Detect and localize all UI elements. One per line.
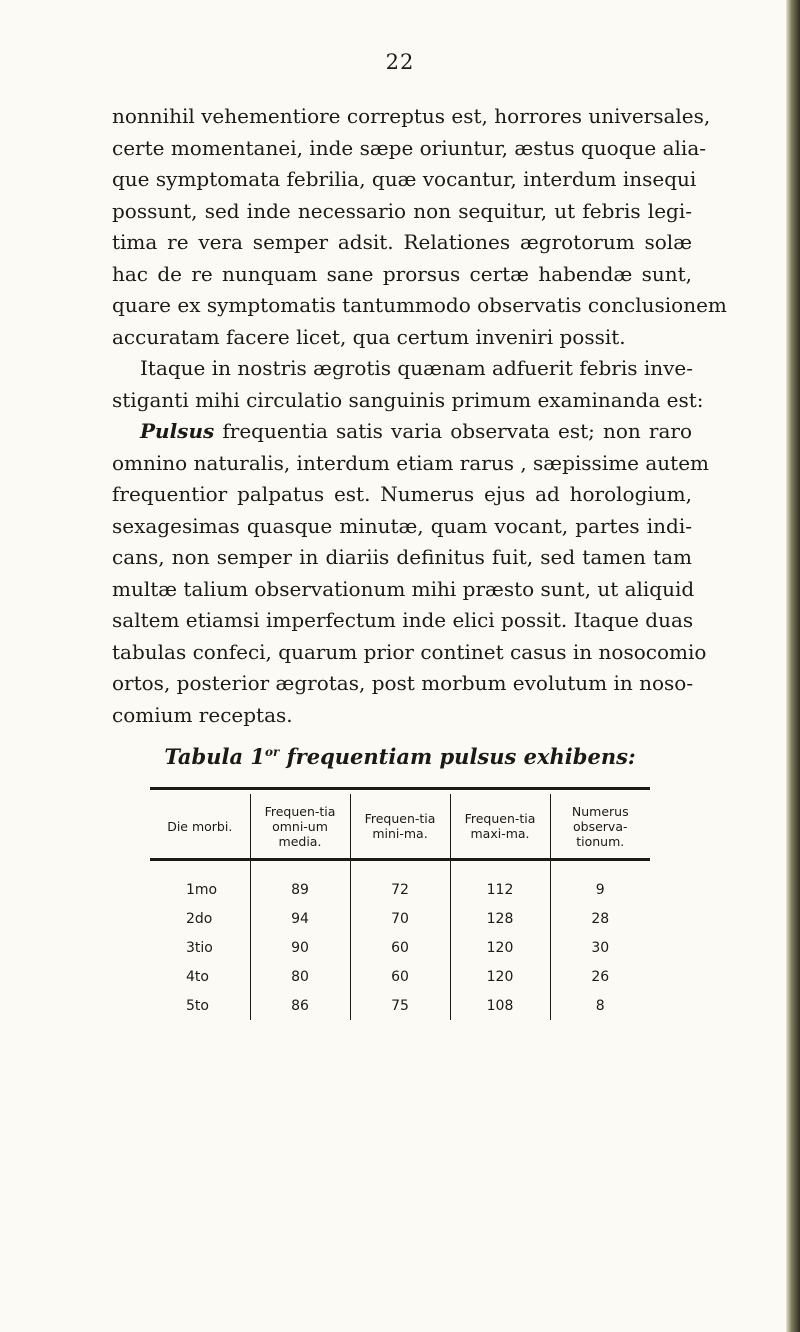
cell-day: 4to (186, 968, 209, 985)
table-row (150, 904, 650, 933)
body-text (112, 101, 727, 731)
cell-min: 70 (350, 904, 450, 933)
cell-count: 28 (550, 904, 650, 933)
cell-day: 1mo (186, 881, 218, 898)
cell-mean: 80 (250, 962, 350, 991)
cell-min: 72 (350, 860, 450, 905)
text-line (112, 416, 692, 448)
text-line: saltem etiamsi imperfectum inde elici possit. Itaque duas (112, 608, 694, 632)
header-mean-frequency: Frequen-tia omni-um media. (250, 794, 350, 860)
cell-day: 5to (186, 997, 209, 1014)
cell-count: 8 (550, 991, 650, 1020)
text-line: accuratam facere licet, qua certum inveniri possit. (112, 324, 626, 349)
text-line: que symptomata febrilia, quæ vocantur, interdum insequi (112, 167, 697, 191)
text-line: multæ talium observationum mihi præsto sunt, ut aliquid (112, 576, 695, 601)
cell-max: 108 (450, 991, 550, 1020)
cell-max: 112 (450, 860, 550, 905)
cell-count: 26 (550, 962, 650, 991)
table-title-post: frequentiam pulsus exhibens: (279, 744, 636, 769)
pulsus-line-rest: frequentia satis varia observata est; non raro (214, 419, 692, 443)
header-observation-count: Numerus observa-tionum. (550, 794, 650, 860)
table-title (0, 744, 800, 769)
text-line: ortos, posterior ægrotas, post morbum evolutum in noso- (112, 671, 694, 695)
text-line: hac de re nunquam sane prorsus certæ habendæ sunt, (112, 261, 692, 286)
table-row (150, 860, 650, 905)
pulsus-italic: Pulsus (140, 419, 215, 443)
pulse-table (150, 787, 650, 1020)
header-day: Die morbi. (150, 794, 250, 860)
cell-max: 128 (450, 904, 550, 933)
text-line: cans, non semper in diariis definitus fuit, sed tamen tam (112, 545, 692, 569)
cell-mean: 90 (250, 933, 350, 962)
cell-max: 120 (450, 962, 550, 991)
header-min-frequency: Frequen-tia mini-ma. (350, 794, 450, 860)
text-line: Itaque in nostris ægrotis quænam adfuerit febris inve- (140, 356, 694, 380)
text-line: sexagesimas quasque minutæ, quam vocant, partes indi- (112, 513, 692, 538)
cell-mean: 89 (250, 860, 350, 905)
table-row (150, 962, 650, 991)
page-number: 22 (385, 50, 415, 74)
cell-day: 3tio (186, 939, 213, 956)
table-row (150, 991, 650, 1020)
cell-min: 60 (350, 962, 450, 991)
cell-mean: 86 (250, 991, 350, 1020)
text-line: certe momentanei, inde sæpe oriuntur, æstus quoque alia- (112, 135, 706, 160)
text-line: omnino naturalis, interdum etiam rarus , sæpissime autem (112, 450, 710, 475)
cell-min: 60 (350, 933, 450, 962)
header-max-frequency: Frequen-tia maxi-ma. (450, 794, 550, 860)
text-line: tabulas confeci, quarum prior continet casus in nosocomio (112, 639, 707, 664)
cell-min: 75 (350, 991, 450, 1020)
cell-day: 2do (186, 910, 213, 927)
table-row (150, 933, 650, 962)
table-title-pre: Tabula 1 (164, 744, 265, 769)
text-line: stiganti mihi circulatio sanguinis primum examinanda est: (112, 387, 704, 412)
page-edge-shadow (786, 0, 800, 1332)
text-line: comium receptas. (112, 702, 293, 727)
text-line: possunt, sed inde necessario non sequitur, ut febris legi- (112, 198, 692, 223)
cell-count: 9 (550, 860, 650, 905)
cell-mean: 94 (250, 904, 350, 933)
text-line: frequentior palpatus est. Numerus ejus ad horologium, (112, 482, 692, 506)
cell-max: 120 (450, 933, 550, 962)
text-line: quare ex symptomatis tantummodo observatis conclusionem (112, 293, 727, 317)
text-line: tima re vera semper adsit. Relationes ægrotorum solæ (112, 230, 692, 254)
text-line: nonnihil vehementiore correptus est, horrores universales, (112, 104, 711, 128)
table-title-sup: or (265, 745, 280, 759)
cell-count: 30 (550, 933, 650, 962)
